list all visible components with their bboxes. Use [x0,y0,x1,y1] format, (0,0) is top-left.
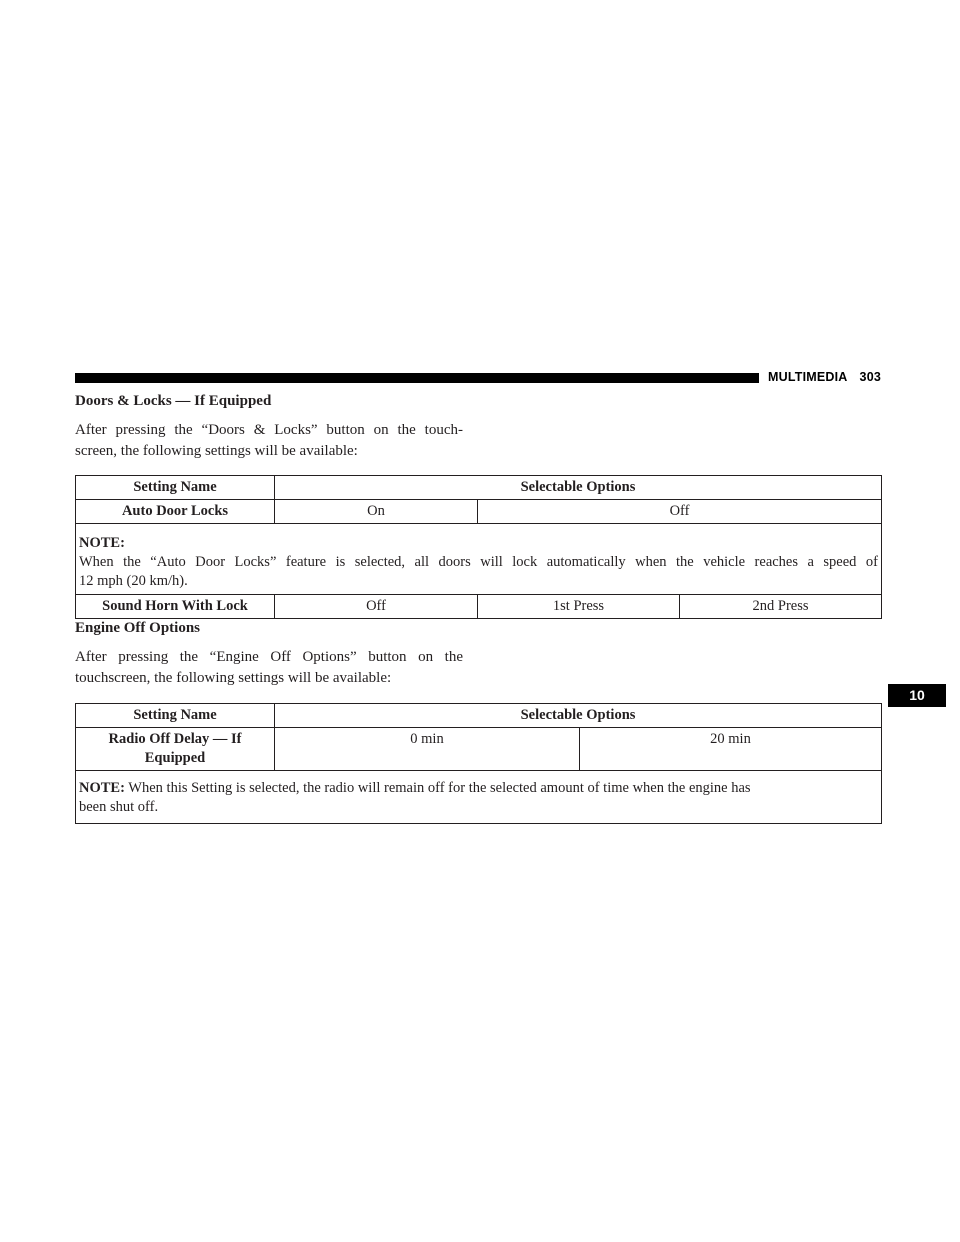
note-label: NOTE: [79,780,125,796]
option-0-min: 0 min [275,728,580,771]
note-text-line2: been shut off. [79,799,159,815]
doors-heading: Doors & Locks — If Equipped [75,393,272,409]
table-row [76,728,882,771]
col-setting-name: Setting Name [76,704,275,728]
option-on: On [275,500,478,524]
note-text-line2: 12 mph (20 km/h). [79,573,188,589]
note-text-line1: When the “Auto Door Locks” feature is selected, all doors will lock automatically when the vehicle reaches a speed of [79,554,878,570]
table-row [76,500,882,524]
header-rule [75,373,759,383]
radio-off-delay-note [76,771,882,824]
running-header [768,370,881,384]
engine-settings-table [75,703,882,824]
option-off: Off [478,500,882,524]
col-setting-name: Setting Name [76,476,275,500]
col-selectable-options: Selectable Options [275,704,882,728]
auto-door-locks-note [76,524,882,595]
option-1st-press: 1st Press [478,595,680,619]
doors-settings-table [75,475,882,619]
option-2nd-press: 2nd Press [680,595,882,619]
setting-radio-off-delay: Radio Off Delay — If Equipped [76,728,275,771]
chapter-tab[interactable]: 10 [888,684,946,707]
option-off: Off [275,595,478,619]
engine-intro: After pressing the “Engine Off Options” button on the touchscreen, the following settings will be available: [75,649,463,686]
doors-intro: After pressing the “Doors & Locks” button on the touch- screen, the following settings will be available: [75,422,463,459]
page-number: 303 [859,370,882,384]
option-20-min: 20 min [580,728,882,771]
table-header-row [76,704,882,728]
setting-sound-horn-with-lock: Sound Horn With Lock [76,595,275,619]
note-text-line1: When this Setting is selected, the radio will remain off for the selected amount of time when the engine has [128,780,751,796]
table-row [76,595,882,619]
note-row [76,771,882,824]
col-selectable-options: Selectable Options [275,476,882,500]
section-title: MULTIMEDIA [768,370,848,384]
table-header-row [76,476,882,500]
engine-heading: Engine Off Options [75,620,201,636]
setting-auto-door-locks: Auto Door Locks [76,500,275,524]
note-label: NOTE: [79,535,125,551]
note-row [76,524,882,595]
